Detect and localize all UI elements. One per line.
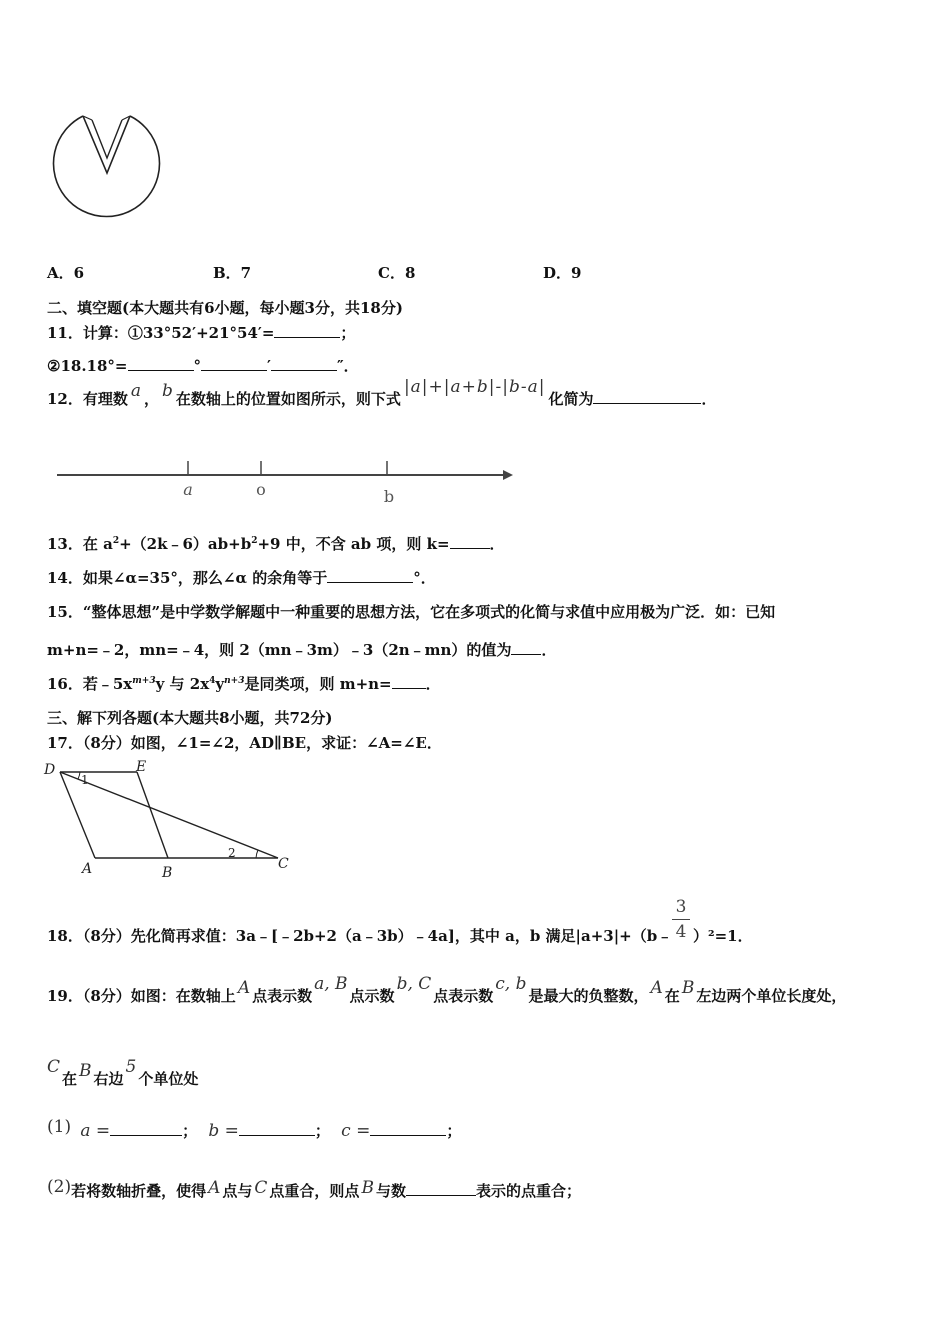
q13-prefix: 13．在 a <box>47 535 113 553</box>
q12-prefix: 12．有理数 <box>47 390 128 408</box>
label-A: A <box>82 861 93 877</box>
q19-p6: 在 <box>664 987 680 1005</box>
q19-sep1: ； <box>182 1122 198 1140</box>
q12-blank <box>593 389 701 404</box>
q19-B2: B <box>79 1061 92 1081</box>
q11-blank-min <box>201 356 267 371</box>
q13-mid: +（2k﹣6）ab+b <box>119 535 252 553</box>
q16-prefix: 16．若﹣5x <box>47 675 133 693</box>
q18-frac-num: 3 <box>675 897 687 917</box>
q17-geometry-figure <box>40 758 300 883</box>
q16-exp1: m+3 <box>132 676 156 686</box>
q14-blank <box>327 568 413 583</box>
q19-blank-b <box>239 1121 315 1136</box>
q19-sub2-B: B <box>361 1178 374 1198</box>
q19-sub2 <box>47 1177 581 1201</box>
q19-sub2-p3: 点重合，则点 <box>269 1182 360 1200</box>
q18-fraction <box>672 897 690 942</box>
q12-line <box>47 377 717 409</box>
q11-prefix: 11．计算： <box>47 324 128 342</box>
q19-sub2-p1: 若将数轴折叠，使得 <box>71 1182 207 1200</box>
q19-sub1-c: c = <box>341 1121 371 1141</box>
q19-sep3: ； <box>446 1122 462 1140</box>
q15-end: ． <box>541 641 557 659</box>
q17-text: 17．（8分）如图，∠1=∠2，AD∥BE，求证：∠A=∠E． <box>47 734 442 752</box>
q19-line1 <box>47 974 847 1006</box>
q16-end: ． <box>425 675 441 693</box>
q19-p8: 在 <box>62 1070 78 1088</box>
q19-cb: c, b <box>495 974 527 994</box>
q11-deg: ° <box>193 357 201 375</box>
axis-label-b: b <box>383 487 395 506</box>
q19-B: B <box>681 978 695 998</box>
q19-sub2-p4: 与数 <box>375 1182 406 1200</box>
q19-p9: 右边 <box>93 1070 124 1088</box>
q19-sub2-p2: 点与 <box>222 1182 253 1200</box>
q19-sub1 <box>47 1117 462 1141</box>
q19-p1: 19．（8分）如图：在数轴上 <box>47 987 236 1005</box>
circle-notch-figure <box>50 108 170 233</box>
q16-line <box>47 673 441 694</box>
q13-end: ． <box>489 535 505 553</box>
q13-sup2: 2 <box>251 536 258 546</box>
axis-label-a: a <box>183 480 193 499</box>
q14-text: 14．如果∠α=35°，那么∠α 的余角等于 <box>47 569 328 587</box>
q16-rest: 是同类项，则 m+n= <box>244 675 392 693</box>
q14-line <box>47 567 436 588</box>
q11-min: ′ <box>267 357 271 375</box>
q13-blank <box>450 534 490 549</box>
q12-suffix: 化简为 <box>548 390 594 408</box>
q18-prefix: 18．（8分）先化简再求值：3a﹣[﹣2b+2（a﹣3b）﹣4a]，其中 a，b 满足|a+3|+（b﹣ <box>47 927 673 945</box>
q13-rest: +9 中，不含 ab 项，则 k= <box>257 535 450 553</box>
q15-text2: m+n=﹣2，mn=﹣4，则 2（mn﹣3m）﹣3（2n﹣mn）的值为 <box>47 641 512 659</box>
label-angle2: 2 <box>228 846 236 860</box>
q19-p10: 个单位处 <box>138 1070 199 1088</box>
option-c: C．8 <box>378 264 416 282</box>
number-line-figure <box>55 455 520 510</box>
q19-sub1-a: a = <box>80 1121 111 1141</box>
q16-exp3: n+3 <box>224 676 245 686</box>
q19-blank-c <box>370 1121 446 1136</box>
q11-end1: ； <box>340 324 356 342</box>
q11-blank-sec <box>271 356 337 371</box>
q19-five: 5 <box>125 1057 137 1077</box>
q19-p5: 是最大的负整数， <box>528 987 649 1005</box>
q19-p2: 点表示数 <box>252 987 313 1005</box>
q19-aB: a, B <box>314 974 348 994</box>
q19-sub2-A: A <box>208 1178 221 1198</box>
q16-y1: y 与 2x <box>155 675 210 693</box>
q19-p3: 点示数 <box>349 987 395 1005</box>
label-E: E <box>136 759 147 775</box>
q11-sec: ″． <box>336 357 359 375</box>
q18-frac-den: 4 <box>675 922 687 942</box>
q13-sup1: 2 <box>112 536 120 546</box>
q11-blank-deg <box>128 356 194 371</box>
q15-line2 <box>47 639 556 660</box>
q19-sub2-p5: 表示的点重合； <box>475 1182 581 1200</box>
arrow-icon <box>503 470 513 480</box>
label-C: C <box>278 856 289 872</box>
q16-blank <box>392 674 426 689</box>
q12-var-a: a <box>130 381 142 401</box>
section3-title: 三、解下列各题(本大题共8小题，共72分) <box>47 709 333 727</box>
q19-sub1-num: (1) <box>47 1117 72 1137</box>
q15-blank <box>511 640 541 655</box>
q18-line <box>47 925 672 946</box>
option-b: B．7 <box>213 264 252 282</box>
label-D: D <box>44 762 56 778</box>
q16-exp2: 4 <box>209 676 216 686</box>
q18-suffix: ）²=1． <box>693 927 753 945</box>
q12-var-b: b <box>162 381 173 401</box>
option-d: D．9 <box>543 264 582 282</box>
q19-blank-fold <box>406 1181 476 1196</box>
q12-middle: 在数轴上的位置如图所示，则下式 <box>175 390 401 408</box>
q13-line <box>47 533 505 554</box>
label-angle1: 1 <box>81 773 89 787</box>
q11-expr1: ①33°52′+21°54′= <box>127 324 275 342</box>
q19-A: A <box>237 978 251 998</box>
q19-line2 <box>47 1057 199 1089</box>
axis-label-o: o <box>256 480 266 499</box>
q19-blank-a <box>110 1121 182 1136</box>
q11-blank1 <box>274 323 340 338</box>
q12-comma: ， <box>144 390 160 408</box>
q11-expr2: ②18.18°= <box>47 357 128 375</box>
q19-p7: 左边两个单位长度处， <box>696 987 847 1005</box>
q11-line1 <box>47 322 355 343</box>
section2-title: 二、填空题(本大题共有6小题，每小题3分，共18分) <box>47 299 403 317</box>
q19-sub2-num: (2) <box>47 1177 72 1197</box>
q12-expression: |a|+|a+b|-|b-a| <box>403 377 546 397</box>
q19-p4: 点表示数 <box>433 987 494 1005</box>
label-B: B <box>162 865 173 881</box>
q19-sep2: ； <box>314 1122 330 1140</box>
q14-end: °． <box>413 569 436 587</box>
q16-y2: y <box>215 675 225 693</box>
q19-A2: A <box>650 978 663 998</box>
q11-line2 <box>47 355 359 376</box>
q15-line1: 15．“整体思想”是中学数学解题中一种重要的思想方法，它在多项式的化简与求值中应用极为广泛．如：已知 <box>47 603 776 621</box>
option-a: A．6 <box>47 264 85 282</box>
q12-end: ． <box>701 390 717 408</box>
q19-bC: b, C <box>396 974 432 994</box>
q19-C: C <box>47 1057 61 1077</box>
q19-sub2-C: C <box>254 1178 268 1198</box>
q19-sub1-b: b = <box>208 1121 239 1141</box>
